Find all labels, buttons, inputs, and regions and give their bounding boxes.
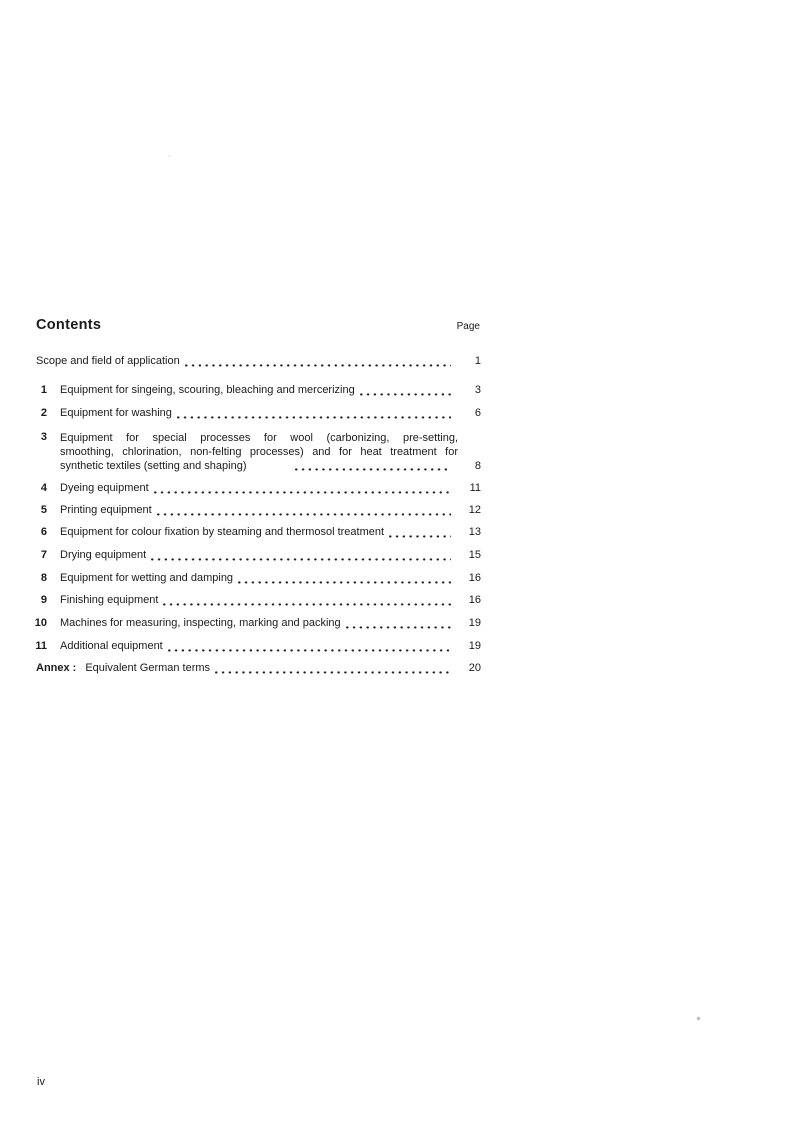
toc-entry-3 <box>33 431 481 473</box>
dot-leader <box>177 407 451 420</box>
dot-leader <box>238 572 451 585</box>
toc-entry-title: Scope and field of application <box>36 355 180 367</box>
toc-entry-page: 19 <box>468 617 481 629</box>
toc-entry-page: 8 <box>474 460 481 472</box>
toc-entry-5 <box>33 504 481 517</box>
toc-entry-7 <box>33 549 481 562</box>
toc-entry-page: 6 <box>474 407 481 419</box>
toc-entry-number: 10 <box>34 617 47 629</box>
toc-entry-number: 4 <box>40 482 47 494</box>
toc-entry-4 <box>33 482 481 495</box>
toc-entry-title: Machines for measuring, inspecting, marking and packing <box>60 617 341 629</box>
toc-entry-number: 11 <box>35 640 47 652</box>
toc-entry-title: Equipment for colour fixation by steaming and thermosol treatment <box>60 526 385 538</box>
toc-entry-8 <box>33 572 481 585</box>
folio-page-number: iv <box>37 1076 45 1088</box>
dot-leader <box>185 355 451 368</box>
dot-leader <box>154 482 451 495</box>
toc-entry-page: 1 <box>474 355 481 367</box>
toc-entry-title-line: smoothing, chlorination, non-felting processes) and for heat treatment for <box>60 446 458 458</box>
toc-entry-title: Additional equipment <box>60 640 163 652</box>
dot-leader <box>168 640 451 653</box>
toc-entry-page: 16 <box>468 572 481 584</box>
scan-artifact <box>696 1016 701 1021</box>
toc-entry-9 <box>33 594 481 607</box>
toc-entry-page: 3 <box>474 384 481 396</box>
toc-entry-page: 11 <box>469 482 481 494</box>
dot-leader <box>151 549 451 562</box>
toc-entry-title: Dyeing equipment <box>60 482 149 494</box>
toc-entry-number: 8 <box>40 572 47 584</box>
dot-leader <box>346 617 451 630</box>
toc-entry-10 <box>33 617 481 630</box>
toc-entry-page: 19 <box>468 640 481 652</box>
page-column-label: Page <box>456 321 480 332</box>
toc-entry-title: Finishing equipment <box>60 594 159 606</box>
toc-entry-page: 16 <box>468 594 481 606</box>
toc-entry-number: 3 <box>40 431 47 443</box>
toc-entry-number: 2 <box>40 407 47 419</box>
toc-entry-number: 5 <box>40 504 47 516</box>
toc-entry-number: 6 <box>40 526 47 538</box>
dot-leader <box>295 459 449 472</box>
toc-entry-page: 15 <box>468 549 481 561</box>
dot-leader <box>360 384 451 397</box>
toc-entry-number: 9 <box>40 594 47 606</box>
toc-entry-title: Equivalent German terms <box>85 662 211 674</box>
toc-entry-number: 7 <box>40 549 47 561</box>
dot-leader <box>163 594 451 607</box>
toc-entry-11 <box>33 640 481 653</box>
toc-entry-page: 13 <box>468 526 481 538</box>
toc-entry-2 <box>33 407 481 420</box>
toc-entry-number: Annex : <box>36 662 77 674</box>
toc-entry-title: Equipment for singeing, scouring, bleaching and mercerizing <box>60 384 355 396</box>
toc-entry-title: Printing equipment <box>60 504 152 516</box>
toc-entry-title: Equipment for wetting and damping <box>60 572 234 584</box>
scan-artifact <box>167 153 172 158</box>
toc-entry-title-line: synthetic textiles (setting and shaping) <box>60 460 247 472</box>
dot-leader <box>389 526 451 539</box>
dot-leader <box>157 504 451 517</box>
toc-entry-title: Drying equipment <box>60 549 147 561</box>
toc-entry-page: 20 <box>468 662 481 674</box>
page-title: Contents <box>36 317 102 333</box>
toc-entry-title: Equipment for washing <box>60 407 172 419</box>
toc-entry-6 <box>33 526 481 539</box>
dot-leader <box>215 662 451 675</box>
toc-entry-page: 12 <box>468 504 481 516</box>
toc-entry-title-line: Equipment for special processes for wool (carbonizing, pre-setting, <box>60 432 458 444</box>
toc-entry-annex <box>36 662 481 675</box>
toc-entry-1 <box>33 384 481 397</box>
toc-entry-number: 1 <box>40 384 47 396</box>
toc-entry-scope <box>36 355 481 368</box>
